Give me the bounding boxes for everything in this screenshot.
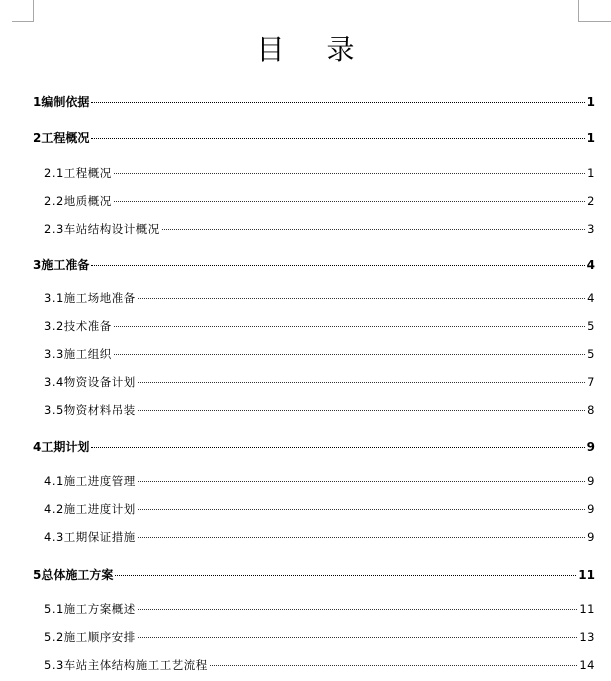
toc-dot-leader bbox=[138, 609, 578, 610]
toc-entry-number: 5.2 bbox=[44, 630, 64, 644]
toc-entry[interactable] bbox=[44, 657, 595, 673]
toc-entry[interactable] bbox=[44, 221, 595, 237]
toc-entry[interactable] bbox=[44, 193, 595, 209]
toc-entry[interactable] bbox=[33, 438, 595, 455]
toc-entry-title: 施工场地准备 bbox=[63, 291, 136, 305]
toc-entry-title: 施工进度计划 bbox=[63, 502, 136, 516]
toc-entry-title: 施工组织 bbox=[63, 347, 112, 361]
toc-entry-number: 3.2 bbox=[44, 319, 64, 333]
toc-entry-number: 3 bbox=[33, 258, 42, 272]
toc-dot-leader bbox=[91, 138, 584, 139]
toc-entry[interactable] bbox=[44, 165, 595, 181]
toc-entry[interactable] bbox=[44, 601, 595, 617]
toc-dot-leader bbox=[138, 509, 585, 510]
toc-entry-number: 3.4 bbox=[44, 375, 64, 389]
toc-entry[interactable] bbox=[33, 93, 595, 110]
toc-entry-number: 4 bbox=[33, 440, 42, 454]
toc-entry-page: 4 bbox=[586, 258, 595, 272]
toc-entry-page: 1 bbox=[586, 95, 595, 109]
toc-entry[interactable] bbox=[44, 629, 595, 645]
toc-entry-number: 4.1 bbox=[44, 474, 64, 488]
toc-entry-title: 施工进度管理 bbox=[63, 474, 136, 488]
toc-entry[interactable] bbox=[44, 529, 595, 545]
toc-entry-number: 2 bbox=[33, 131, 42, 145]
toc-entry-title: 工程概况 bbox=[63, 166, 112, 180]
toc-dot-leader bbox=[210, 665, 578, 666]
toc-entry-number: 3.5 bbox=[44, 403, 64, 417]
toc-entry[interactable] bbox=[44, 473, 595, 489]
toc-entry-number: 3.3 bbox=[44, 347, 64, 361]
toc-entry-page: 1 bbox=[586, 131, 595, 145]
toc-entry-page: 11 bbox=[578, 568, 595, 582]
toc-entry-page: 4 bbox=[587, 291, 595, 305]
toc-entry-title: 工期计划 bbox=[41, 440, 90, 454]
toc-entry-number: 3.1 bbox=[44, 291, 64, 305]
toc-entry-page: 5 bbox=[587, 347, 595, 361]
toc-dot-leader bbox=[138, 481, 585, 482]
toc-dot-leader bbox=[138, 637, 578, 638]
toc-entry-title: 工期保证措施 bbox=[63, 530, 136, 544]
toc-entry-number: 5.3 bbox=[44, 658, 64, 672]
toc-dot-leader bbox=[114, 201, 585, 202]
toc-entry-number: 2.3 bbox=[44, 222, 64, 236]
toc-entry-page: 7 bbox=[587, 375, 595, 389]
toc-entry-title: 物资材料吊装 bbox=[63, 403, 136, 417]
toc-entry-page: 14 bbox=[579, 658, 595, 672]
toc-entry[interactable] bbox=[33, 566, 595, 583]
toc-entry-number: 2.2 bbox=[44, 194, 64, 208]
toc-entry-page: 1 bbox=[587, 166, 595, 180]
toc-entry-number: 5 bbox=[33, 568, 42, 582]
toc-entry-title: 技术准备 bbox=[63, 319, 112, 333]
toc-entry-title: 施工方案概述 bbox=[63, 602, 136, 616]
toc-dot-leader bbox=[114, 173, 585, 174]
toc-entry-page: 9 bbox=[587, 474, 595, 488]
toc-entry-title: 总体施工方案 bbox=[41, 568, 114, 582]
toc-entry-number: 4.2 bbox=[44, 502, 64, 516]
toc-entry-page: 9 bbox=[587, 530, 595, 544]
toc-dot-leader bbox=[114, 354, 585, 355]
toc-entry-page: 3 bbox=[587, 222, 595, 236]
toc-entry-page: 13 bbox=[579, 630, 595, 644]
toc-entry-page: 8 bbox=[587, 403, 595, 417]
toc-entry-page: 2 bbox=[587, 194, 595, 208]
toc-entry-number: 5.1 bbox=[44, 602, 64, 616]
toc-entry-page: 5 bbox=[587, 319, 595, 333]
toc-dot-leader bbox=[91, 102, 584, 103]
toc-dot-leader bbox=[114, 326, 585, 327]
toc-entry[interactable] bbox=[44, 402, 595, 418]
toc-dot-leader bbox=[91, 265, 584, 266]
toc-dot-leader bbox=[138, 410, 585, 411]
toc-entry-title: 地质概况 bbox=[63, 194, 112, 208]
toc-entry-title: 编制依据 bbox=[41, 95, 90, 109]
toc-dot-leader bbox=[138, 298, 585, 299]
toc-dot-leader bbox=[115, 575, 576, 576]
toc-entry[interactable] bbox=[33, 256, 595, 273]
toc-entry-title: 施工准备 bbox=[41, 258, 90, 272]
toc-entry[interactable] bbox=[44, 346, 595, 362]
toc-entry-title: 车站主体结构施工工艺流程 bbox=[63, 658, 208, 672]
toc-dot-leader bbox=[138, 382, 585, 383]
toc-entry-title: 车站结构设计概况 bbox=[63, 222, 160, 236]
toc-dot-leader bbox=[162, 229, 585, 230]
toc-entry-title: 物资设备计划 bbox=[63, 375, 136, 389]
toc-entry[interactable] bbox=[44, 318, 595, 334]
toc-entry-number: 4.3 bbox=[44, 530, 64, 544]
toc-entry-page: 9 bbox=[587, 502, 595, 516]
toc-entry[interactable] bbox=[44, 501, 595, 517]
toc-entry[interactable] bbox=[44, 374, 595, 390]
toc-entry[interactable] bbox=[33, 129, 595, 146]
toc-entry-title: 工程概况 bbox=[41, 131, 90, 145]
page-title: 目录 bbox=[256, 33, 397, 66]
toc-entry-page: 11 bbox=[579, 602, 595, 616]
toc-entry-title: 施工顺序安排 bbox=[63, 630, 136, 644]
toc-entry[interactable] bbox=[44, 290, 595, 306]
toc-entry-number: 2.1 bbox=[44, 166, 64, 180]
toc-entry-number: 1 bbox=[33, 95, 42, 109]
toc-dot-leader bbox=[138, 537, 585, 538]
toc-dot-leader bbox=[91, 447, 584, 448]
toc-entry-page: 9 bbox=[586, 440, 595, 454]
